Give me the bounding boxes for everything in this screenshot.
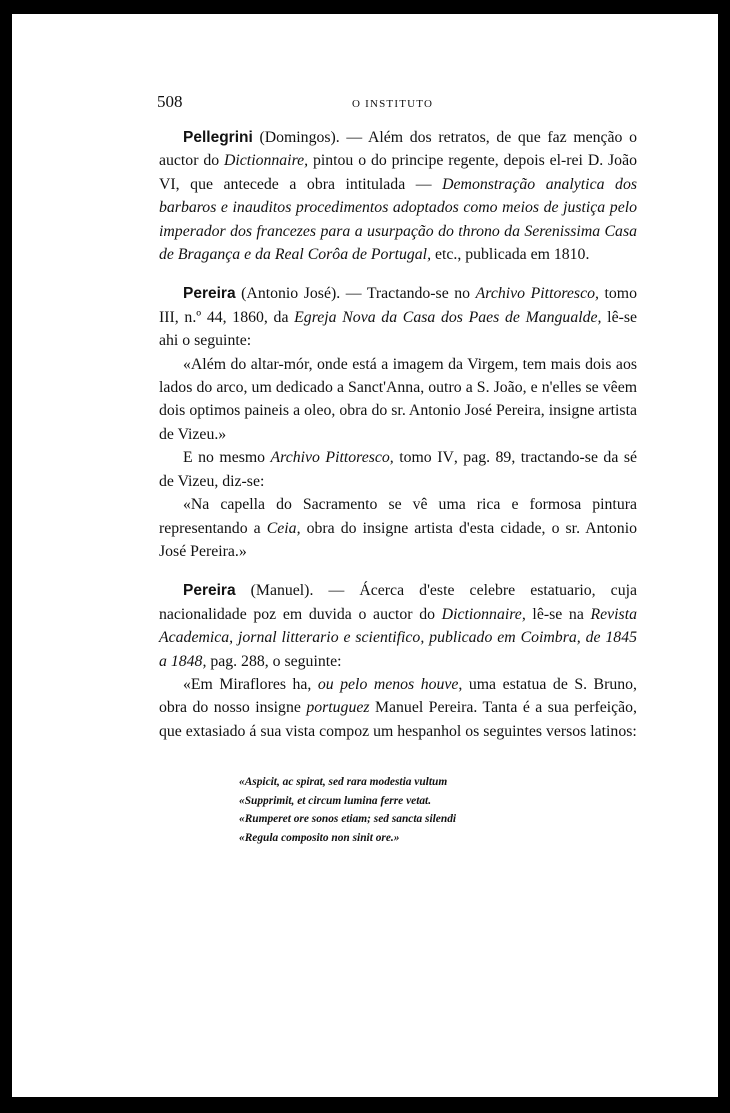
entry-pellegrini (159, 126, 637, 266)
quote-paragraph (159, 493, 637, 563)
entry-text: tomo (393, 449, 438, 467)
verse-line: «Supprimit, et circum lumina ferre vetat. (239, 794, 432, 807)
entry-text: (Manuel). — Ácerca d'este celebre estatuario, cuja nacionalidade poz em duvida o auctor do (159, 582, 637, 623)
volume-number: III (159, 308, 175, 326)
entry-text: Manuel Pereira. Tanta é a sua perfeição, que extasiado á sua vista compoz um hespanhol os seguintes versos latinos: (159, 699, 637, 740)
journal-title: Revista Academica, jornal litterario e scientifico, publicado em Coimbra, de 1845 a 1848, (159, 605, 637, 670)
entry-year: 1810. (553, 246, 590, 264)
entry-text: , n.º 44, 1860, da (174, 308, 295, 326)
entry-text: uma estatua de S. Bruno, obra do nosso insigne (159, 675, 637, 717)
painting-title: Ceia, (266, 519, 301, 537)
quote-paragraph: «Além do altar-mór, onde está a imagem da Virgem, tem mais dois aos lados do arco, um dedicado a Sanct'Anna, outro a S. João, e n'elles se vêem dois optimos paineis a oleo, obra do sr. Antonio José Pereira, insigne artista de Vizeu.» (159, 355, 637, 443)
entry-text: (Antonio José). — Tractando-se no (235, 285, 476, 303)
entry-text: pag. 288, o seguinte: (206, 652, 342, 670)
book-title: Dictionnaire, (224, 152, 309, 170)
latin-verses (239, 773, 637, 847)
entry-name: Pereira (183, 582, 236, 600)
entry-pereira-manuel (159, 579, 637, 673)
entry-text: «Na capella do Sacramento se vê uma rica e formosa pintura representando a (159, 496, 637, 537)
work-title: Demonstração analytica dos barbaros e inauditos procedimentos adoptados como meios de justiça pelo imperador dos francezes para a usurpação do throno da Serenissima Casa de Bragança e da Real Corôa de Portugal, (159, 175, 637, 264)
entry-text: tomo (598, 285, 637, 303)
verse-line: «Aspicit, ac spirat, sed rara modestia vultum (239, 776, 448, 789)
entry-text: «Em Miraflores ha, (183, 675, 318, 693)
entry-text: (Domingos). — Além dos retratos, de que faz menção o auctor do (159, 129, 637, 170)
entry-text: etc., publicada em (431, 246, 554, 264)
entry-text: ou pelo menos houve, (317, 675, 463, 693)
page-number: 508 (157, 92, 183, 111)
verse-line: «Rumperet ore sonos etiam; sed sancta silendi (239, 813, 457, 826)
entry-text: pintou o do principe regente, depois el-rei (308, 152, 588, 170)
entry-text: E no mesmo (183, 449, 271, 467)
quote-paragraph (159, 673, 637, 743)
journal-title: Archivo Pittoresco, (475, 285, 599, 303)
entry-text: portuguez (306, 699, 370, 717)
verse-line: «Regula composito non sinit ore.» (239, 831, 400, 844)
book-title: Dictionnaire, (441, 605, 526, 623)
entry-text: lê-se na (525, 605, 591, 623)
entry-name: Pellegrini (183, 129, 253, 146)
entry-text: , que antecede a obra intitulada — (175, 175, 443, 193)
entry-text: lê-se ahi o seguinte: (159, 308, 637, 350)
entry-text: D. João VI (159, 152, 637, 193)
body-paragraph (159, 446, 637, 493)
entry-name: Pereira (183, 285, 236, 303)
entry-text: obra do insigne artista d'esta cidade, o sr. Antonio José Pereira.» (159, 519, 637, 560)
page-content (159, 94, 637, 847)
running-title: O INSTITUTO (352, 98, 434, 110)
entry-text: , pag. 89, tractando-se da sé de Vizeu, diz-se: (159, 449, 637, 490)
page-header (159, 94, 637, 118)
page-sheet (12, 14, 718, 1097)
entry-pereira-antonio (159, 282, 637, 352)
article-title: Egreja Nova da Casa dos Paes de Mangualde, (294, 308, 602, 326)
journal-title: Archivo Pittoresco, (270, 449, 394, 467)
volume-number: IV (437, 449, 454, 467)
